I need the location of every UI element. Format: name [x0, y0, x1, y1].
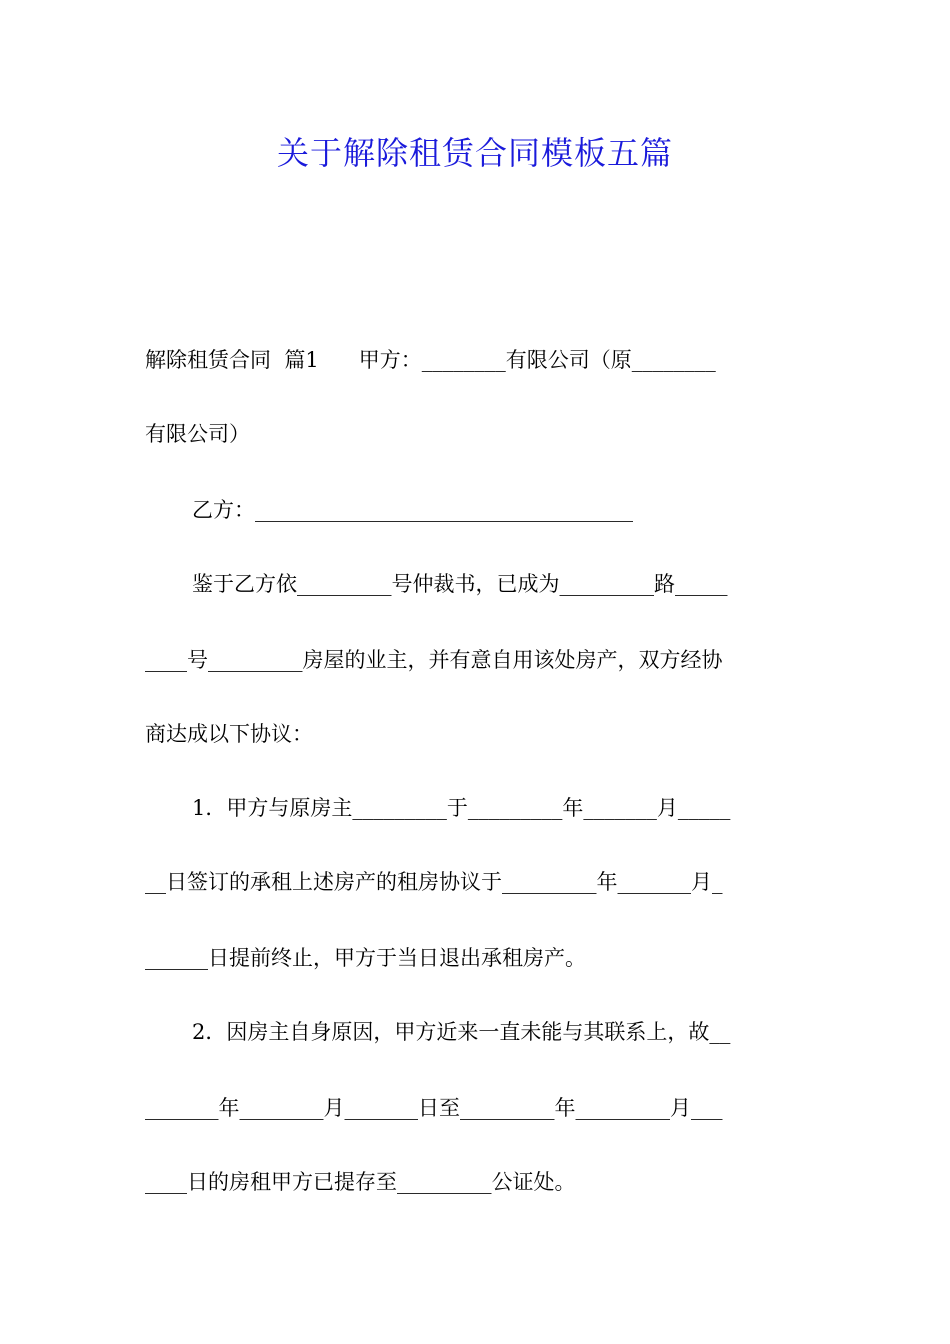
paragraph-line-10: 2．因房主自身原因，甲方近来一直未能与其联系上，故__: [192, 1020, 731, 1044]
paragraph-line-2: 有限公司）: [145, 422, 250, 446]
paragraph-line-12: ____日的房租甲方已提存至_________公证处。: [145, 1170, 576, 1194]
paragraph-line-7: 1．甲方与原房主_________于_________年_______月_____: [192, 796, 731, 820]
paragraph-line-11: _______年________月_______日至_________年_________月___: [145, 1096, 723, 1120]
paragraph-line-5: ____号_________房屋的业主，并有意自用该处房产，双方经协: [145, 648, 723, 672]
document-title: 关于解除租赁合同模板五篇: [276, 134, 673, 172]
paragraph-line-4: 鉴于乙方依_________号仲裁书，已成为_________路_____: [192, 572, 728, 596]
paragraph-line-3: 乙方：____________________________________: [192, 498, 633, 522]
paragraph-line-1: 解除租赁合同 篇1 甲方：________有限公司（原________: [145, 348, 716, 372]
paragraph-line-9: ______日提前终止，甲方于当日退出承租房产。: [145, 946, 586, 970]
paragraph-line-6: 商达成以下协议：: [145, 722, 313, 746]
paragraph-line-8: __日签订的承租上述房产的租房协议于_________年_______月_: [145, 870, 723, 894]
